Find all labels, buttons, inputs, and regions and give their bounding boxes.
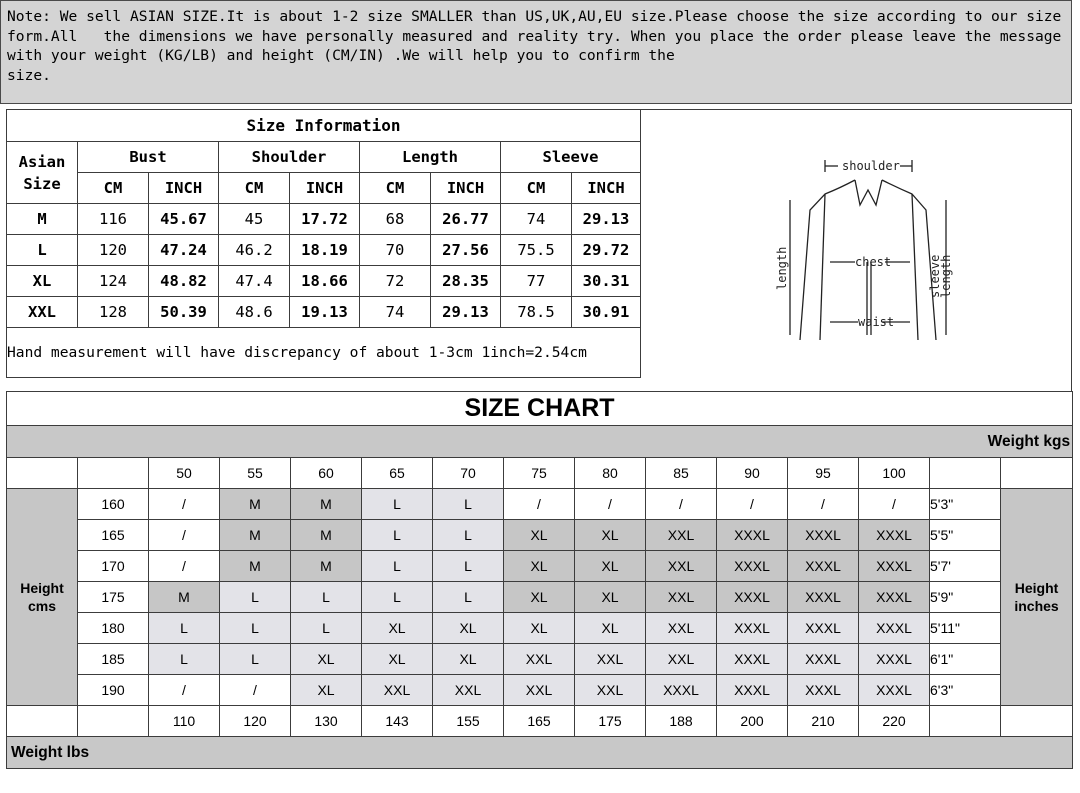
size-recommendation-cell: XXXL [859,675,930,706]
blank-cell [7,706,78,737]
height-cm-cell: 180 [78,613,149,644]
size-recommendation-cell: L [362,489,433,520]
size-recommendation-cell: XXL [433,675,504,706]
size-recommendation-cell: XXL [504,644,575,675]
weight-kg-cell: 55 [220,458,291,489]
height-inch-cell: 5'5" [930,520,1001,551]
height-cms-label: Height cms [7,489,78,706]
size-recommendation-cell: XXL [646,582,717,613]
size-recommendation-cell: XXL [646,644,717,675]
unit-header: CM [360,173,431,204]
weight-lbs-cell: 155 [433,706,504,737]
height-inch-cell: 5'7' [930,551,1001,582]
size-recommendation-cell: XXXL [788,551,859,582]
size-row [7,235,641,266]
height-cm-cell: 165 [78,520,149,551]
height-row [7,613,1073,644]
weight-kg-cell: 95 [788,458,859,489]
group-bust: Bust [78,142,219,173]
measurement-cell: 74 [501,204,572,235]
group-sleeve: Sleeve [501,142,641,173]
weight-kg-cell: 85 [646,458,717,489]
size-recommendation-cell: XXXL [788,675,859,706]
measurement-cell: 18.66 [290,266,360,297]
size-cell: L [7,235,78,266]
measurement-cell: 50.39 [149,297,219,328]
measurement-cell: 47.4 [219,266,290,297]
unit-header: INCH [149,173,219,204]
blank-cell [78,706,149,737]
size-recommendation-cell: M [220,551,291,582]
weight-lbs-cell: 188 [646,706,717,737]
size-recommendation-cell: / [149,675,220,706]
size-recommendation-cell: XXXL [788,644,859,675]
weight-lbs-row [7,706,1073,737]
size-recommendation-cell: XL [575,520,646,551]
size-recommendation-cell: XXL [646,551,717,582]
size-recommendation-cell: XL [575,613,646,644]
weight-kg-cell: 60 [291,458,362,489]
weight-kg-row [7,458,1073,489]
size-recommendation-cell: L [433,489,504,520]
size-recommendation-cell: XL [362,613,433,644]
size-recommendation-cell: / [646,489,717,520]
shirt-illustration [770,150,953,350]
measurement-cell: 74 [360,297,431,328]
size-recommendation-cell: XXXL [717,520,788,551]
size-recommendation-cell: XL [433,644,504,675]
size-recommendation-cell: L [149,613,220,644]
size-recommendation-cell: XL [575,551,646,582]
size-recommendation-cell: L [220,613,291,644]
measurement-cell: 28.35 [431,266,501,297]
unit-header: INCH [431,173,501,204]
weight-kgs-label: Weight kgs [7,426,1073,458]
label-chest: chest [855,255,892,269]
height-inch-cell: 6'3" [930,675,1001,706]
size-recommendation-cell: / [859,489,930,520]
size-recommendation-cell: XXL [504,675,575,706]
measurement-cell: 27.56 [431,235,501,266]
size-recommendation-cell: XXXL [788,613,859,644]
size-recommendation-cell: L [220,644,291,675]
size-recommendation-cell: XL [504,582,575,613]
label-waist: waist [858,315,895,329]
weight-kg-cell: 50 [149,458,220,489]
weight-lbs-cell: 175 [575,706,646,737]
size-row [7,297,641,328]
measurement-cell: 120 [78,235,149,266]
size-recommendation-cell: L [291,613,362,644]
size-recommendation-cell: XXL [646,520,717,551]
weight-lbs-cell: 110 [149,706,220,737]
height-inch-cell: 6'1" [930,644,1001,675]
measurement-cell: 45 [219,204,290,235]
size-recommendation-cell: L [433,582,504,613]
measurement-cell: 72 [360,266,431,297]
measurement-cell: 29.13 [572,204,641,235]
size-cell: XXL [7,297,78,328]
size-cell: XL [7,266,78,297]
size-recommendation-cell: XL [504,551,575,582]
unit-header: CM [501,173,572,204]
size-recommendation-cell: XXXL [859,520,930,551]
measurement-cell: 68 [360,204,431,235]
size-recommendation-cell: L [362,520,433,551]
weight-lbs-cell: 165 [504,706,575,737]
shirt-measurement-diagram [640,109,1072,391]
unit-header: INCH [290,173,360,204]
size-recommendation-cell: XXL [575,675,646,706]
size-recommendation-cell: / [149,551,220,582]
measurement-cell: 48.6 [219,297,290,328]
size-recommendation-cell: XXXL [859,644,930,675]
height-cm-cell: 175 [78,582,149,613]
size-recommendation-cell: XXXL [859,551,930,582]
size-recommendation-cell: L [149,644,220,675]
size-recommendation-cell: XXXL [788,520,859,551]
size-recommendation-cell: / [220,675,291,706]
unit-header: CM [78,173,149,204]
measurement-disclaimer: Hand measurement will have discrepancy of about 1-3cm 1inch=2.54cm [7,328,641,378]
size-recommendation-cell: / [717,489,788,520]
blank-cell [1001,706,1073,737]
size-recommendation-cell: M [291,520,362,551]
size-recommendation-cell: M [220,489,291,520]
size-note: Note: We sell ASIAN SIZE.It is about 1-2 size SMALLER than US,UK,AU,EU size.Please choose the size according to our size form.All the dimensions we have personally measured and reality try. When you place the order please leave the message with your weight (KG/LB) and height (CM/IN) .We will help you to confirm the size. [0,0,1072,104]
size-recommendation-cell: XL [291,675,362,706]
weight-lbs-cell: 130 [291,706,362,737]
asian-size-label: Asian Size [7,142,78,204]
measurement-cell: 128 [78,297,149,328]
measurement-cell: 47.24 [149,235,219,266]
size-recommendation-cell: XXXL [717,675,788,706]
weight-kg-cell: 70 [433,458,504,489]
size-recommendation-cell: / [575,489,646,520]
size-recommendation-cell: XXXL [717,613,788,644]
measurement-cell: 124 [78,266,149,297]
size-recommendation-cell: XL [575,582,646,613]
size-row [7,266,641,297]
blank-cell [1001,458,1073,489]
height-inch-cell: 5'9" [930,582,1001,613]
height-row [7,520,1073,551]
size-recommendation-cell: XL [291,644,362,675]
size-recommendation-cell: XXXL [788,582,859,613]
label-sleeve-length: length [939,254,953,298]
size-recommendation-cell: XL [362,644,433,675]
size-recommendation-cell: M [291,551,362,582]
size-recommendation-cell: XXXL [717,582,788,613]
measurement-cell: 30.91 [572,297,641,328]
height-row [7,675,1073,706]
measurement-cell: 116 [78,204,149,235]
size-recommendation-cell: XL [433,613,504,644]
measurement-cell: 75.5 [501,235,572,266]
size-cell: M [7,204,78,235]
size-recommendation-cell: / [504,489,575,520]
measurement-cell: 19.13 [290,297,360,328]
group-shoulder: Shoulder [219,142,360,173]
size-recommendation-cell: L [433,520,504,551]
size-recommendation-cell: XL [504,520,575,551]
weight-kg-cell: 100 [859,458,930,489]
unit-header: INCH [572,173,641,204]
size-recommendation-cell: L [362,582,433,613]
label-sleeve: sleeve [928,254,942,298]
height-cm-cell: 170 [78,551,149,582]
group-length: Length [360,142,501,173]
weight-lbs-label: Weight lbs [7,737,1073,769]
blank-cell [7,458,78,489]
size-row [7,204,641,235]
measurement-cell: 18.19 [290,235,360,266]
weight-lbs-cell: 200 [717,706,788,737]
height-row [7,551,1073,582]
size-recommendation-cell: L [362,551,433,582]
measurement-cell: 48.82 [149,266,219,297]
height-inch-cell: 5'3" [930,489,1001,520]
height-row [7,582,1073,613]
size-recommendation-cell: M [220,520,291,551]
height-row [7,644,1073,675]
weight-kg-cell: 75 [504,458,575,489]
size-recommendation-cell: XXXL [859,613,930,644]
size-chart-table [6,391,1073,769]
unit-header: CM [219,173,290,204]
size-info-title: Size Information [7,110,641,142]
size-recommendation-cell: XXXL [646,675,717,706]
size-recommendation-cell: L [291,582,362,613]
measurement-cell: 26.77 [431,204,501,235]
height-inch-cell: 5'11" [930,613,1001,644]
size-recommendation-cell: XXXL [717,644,788,675]
measurement-cell: 70 [360,235,431,266]
measurement-cell: 30.31 [572,266,641,297]
height-cm-cell: 160 [78,489,149,520]
size-recommendation-cell: / [788,489,859,520]
weight-lbs-cell: 210 [788,706,859,737]
weight-kg-cell: 65 [362,458,433,489]
blank-cell [930,458,1001,489]
size-recommendation-cell: L [220,582,291,613]
size-recommendation-cell: XL [504,613,575,644]
measurement-cell: 29.72 [572,235,641,266]
unit-row [7,173,641,204]
measurement-cell: 78.5 [501,297,572,328]
size-recommendation-cell: XXL [362,675,433,706]
size-recommendation-cell: XXL [646,613,717,644]
measurement-cell: 17.72 [290,204,360,235]
blank-cell [930,706,1001,737]
weight-kg-cell: 80 [575,458,646,489]
size-recommendation-cell: XXL [575,644,646,675]
weight-lbs-cell: 143 [362,706,433,737]
label-length: length [775,246,789,290]
weight-lbs-cell: 220 [859,706,930,737]
size-recommendation-cell: M [291,489,362,520]
height-cm-cell: 190 [78,675,149,706]
weight-kg-cell: 90 [717,458,788,489]
height-cm-cell: 185 [78,644,149,675]
size-recommendation-cell: XXXL [717,551,788,582]
height-inches-label: Height inches [1001,489,1073,706]
size-recommendation-cell: XXXL [859,582,930,613]
measurement-cell: 45.67 [149,204,219,235]
size-recommendation-cell: M [149,582,220,613]
measurement-cell: 46.2 [219,235,290,266]
size-recommendation-cell: / [149,520,220,551]
weight-lbs-cell: 120 [220,706,291,737]
blank-cell [78,458,149,489]
size-recommendation-cell: / [149,489,220,520]
size-information-table [6,109,641,378]
measurement-cell: 29.13 [431,297,501,328]
height-row [7,489,1073,520]
size-chart-title: SIZE CHART [7,392,1073,426]
label-shoulder: shoulder [842,159,900,173]
measurement-cell: 77 [501,266,572,297]
size-recommendation-cell: L [433,551,504,582]
